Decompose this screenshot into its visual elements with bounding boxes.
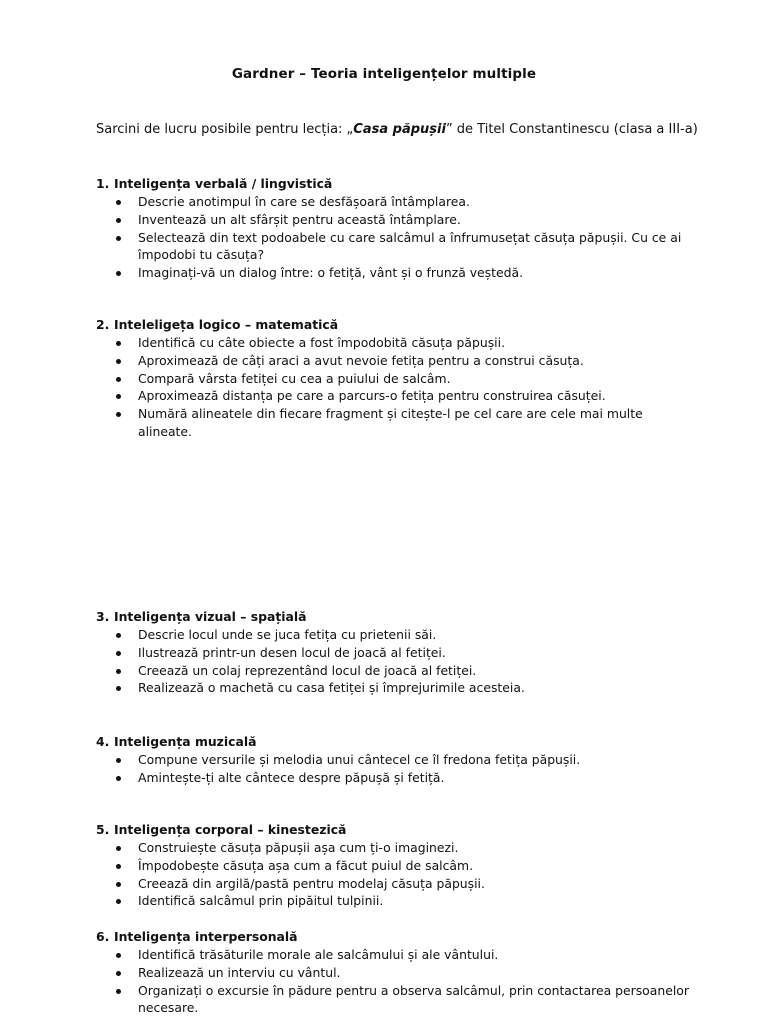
- section-interpersonal: [96, 928, 696, 1017]
- task-list: [96, 193, 696, 282]
- list-item: Organizați o excursie în pădure pentru a observa salcâmul, prin contactarea persoanelor necesare.: [138, 982, 696, 1018]
- list-item: Creează un colaj reprezentând locul de joacă al fetiței.: [138, 662, 696, 680]
- section-heading: [96, 928, 696, 946]
- intro-suffix: ” de Titel Constantinescu (clasa a III-a): [445, 122, 698, 137]
- section-kinesthetic: [96, 821, 696, 910]
- list-item: Descrie locul unde se juca fetița cu prietenii săi.: [138, 626, 696, 644]
- list-item: Compară vârsta fetiței cu cea a puiului de salcâm.: [138, 370, 696, 388]
- section-heading: [96, 175, 696, 193]
- task-list: [96, 946, 696, 1017]
- section-number: 1.: [96, 176, 110, 191]
- section-music: [96, 733, 696, 787]
- task-list: [96, 751, 696, 787]
- section-heading: [96, 733, 696, 751]
- section-title: Inteleligeța logico – matematică: [114, 317, 339, 332]
- section-heading: [96, 316, 696, 334]
- list-item: Compune versurile și melodia unui cântecel ce îl fredona fetița păpușii.: [138, 751, 696, 769]
- page-title: Gardner – Teoria inteligențelor multiple: [231, 66, 537, 82]
- section-logic: [96, 316, 696, 441]
- intro-line: [96, 122, 698, 137]
- list-item: Identifică cu câte obiecte a fost împodobită căsuța păpușii.: [138, 334, 696, 352]
- list-item: Ilustrează printr-un desen locul de joacă al fetiței.: [138, 644, 696, 662]
- list-item: Imaginați-vă un dialog între: o fetiță, vânt și o frunză veștedă.: [138, 264, 696, 282]
- intro-prefix: Sarcini de lucru posibile pentru lecția: „: [96, 122, 354, 137]
- lesson-title: Casa păpușii: [353, 122, 446, 137]
- list-item: Descrie anotimpul în care se desfășoară întâmplarea.: [138, 193, 696, 211]
- task-list: [96, 839, 696, 910]
- section-title: Inteligența corporal – kinestezică: [114, 822, 347, 837]
- task-list: [96, 626, 696, 697]
- list-item: Inventează un alt sfârșit pentru această întâmplare.: [138, 211, 696, 229]
- section-number: 6.: [96, 929, 110, 944]
- list-item: Construiește căsuța păpușii așa cum ți-o imaginezi.: [138, 839, 696, 857]
- section-title: Inteligența interpersonală: [114, 929, 298, 944]
- list-item: Identifică trăsăturile morale ale salcâmului și ale vântului.: [138, 946, 696, 964]
- section-number: 3.: [96, 609, 110, 624]
- section-number: 4.: [96, 734, 110, 749]
- list-item: Numără alineatele din fiecare fragment și citește-l pe cel care are cele mai multe alineate.: [138, 405, 696, 441]
- task-list: [96, 334, 696, 441]
- list-item: Identifică salcâmul prin pipăitul tulpinii.: [138, 892, 696, 910]
- list-item: Împodobește căsuța așa cum a făcut puiul de salcâm.: [138, 857, 696, 875]
- list-item: Creează din argilă/pastă pentru modelaj căsuța păpușii.: [138, 875, 696, 893]
- list-item: Aproximează de câți araci a avut nevoie fetița pentru a construi căsuța.: [138, 352, 696, 370]
- list-item: Selectează din text podoabele cu care salcâmul a înfrumusețat căsuța păpușii. Cu ce ai împodobi tu căsuța?: [138, 229, 696, 265]
- list-item: Realizează o machetă cu casa fetiței și împrejurimile acesteia.: [138, 679, 696, 697]
- section-number: 5.: [96, 822, 110, 837]
- section-heading: [96, 821, 696, 839]
- list-item: Realizează un interviu cu vântul.: [138, 964, 696, 982]
- section-title: Inteligența verbală / lingvistică: [114, 176, 333, 191]
- section-verbal: [96, 175, 696, 282]
- section-number: 2.: [96, 317, 110, 332]
- section-title: Inteligența vizual – spațială: [114, 609, 307, 624]
- section-visual: [96, 608, 696, 697]
- list-item: Aproximează distanța pe care a parcurs-o fetița pentru construirea căsuței.: [138, 387, 696, 405]
- section-title: Inteligența muzicală: [114, 734, 257, 749]
- section-heading: [96, 608, 696, 626]
- list-item: Amintește-ți alte cântece despre păpușă și fetiță.: [138, 769, 696, 787]
